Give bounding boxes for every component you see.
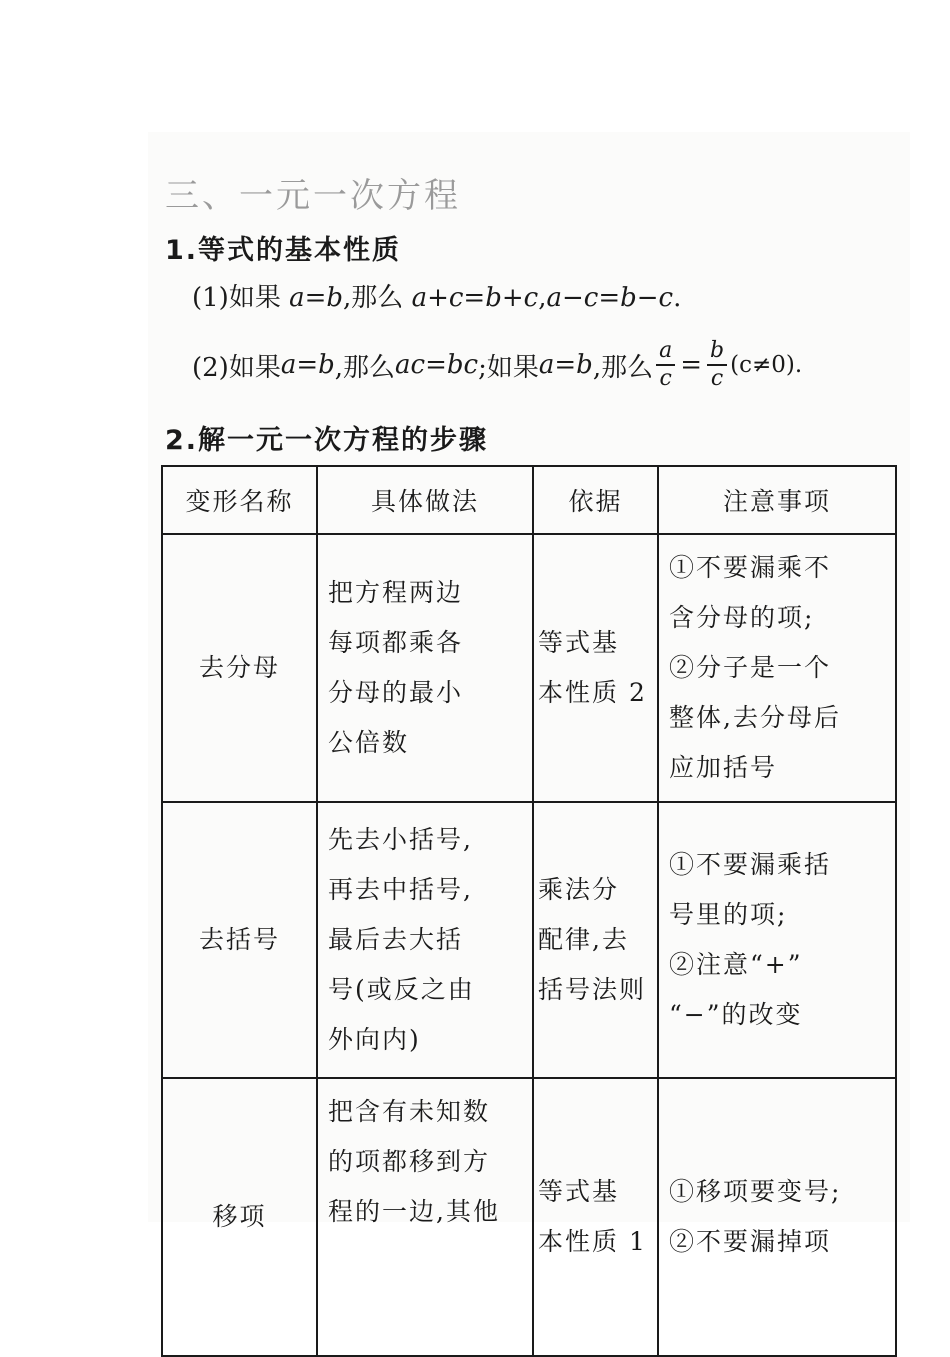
step-name: 去分母 <box>162 534 317 802</box>
table-header-row <box>162 466 896 534</box>
step-name: 移项 <box>162 1078 317 1356</box>
table-row <box>162 802 896 1078</box>
step-name: 去括号 <box>162 802 317 1078</box>
note-line: ②分子是一个 <box>669 653 832 682</box>
note-line: 含分母的项; <box>669 603 815 632</box>
method-line: 分母的最小 <box>328 678 464 707</box>
note-line: ①不要漏乘括 <box>669 850 832 879</box>
line1-condition: a=b <box>289 283 344 313</box>
step-notes <box>658 802 896 1078</box>
method-line: 把含有未知数 <box>328 1097 491 1126</box>
line1-comma: , <box>538 283 547 313</box>
line2-label: (2)如果 <box>192 352 281 383</box>
property-line-2 <box>192 333 802 397</box>
basis-line: 配律,去 <box>538 925 629 954</box>
property-line-1 <box>192 277 681 314</box>
step-notes <box>658 534 896 802</box>
note-line: “−”的改变 <box>669 1000 803 1029</box>
line1-label: (1)如果 <box>192 283 281 313</box>
note-line: ②不要漏掉项 <box>669 1227 832 1256</box>
line1-separator: ,那么 <box>343 283 404 313</box>
method-line: 把方程两边 <box>328 578 464 607</box>
note-line: ①不要漏乘不 <box>669 553 832 582</box>
note-line: ①移项要变号; <box>669 1177 842 1206</box>
note-line: 整体,去分母后 <box>669 703 841 732</box>
method-line: 最后去大括 <box>328 925 464 954</box>
basis-line: 等式基 <box>538 1177 620 1206</box>
table-row <box>162 534 896 802</box>
basis-line: 乘法分 <box>538 875 620 904</box>
method-line: 每项都乘各 <box>328 628 464 657</box>
steps-table <box>161 465 897 1357</box>
fraction-equals: = <box>680 350 702 380</box>
fraction1-denominator: c <box>659 366 672 391</box>
fraction2-numerator: b <box>707 338 727 366</box>
nonzero-condition: (c≠0). <box>730 352 803 378</box>
section-title: 三、一元一次方程 <box>165 176 461 216</box>
line2-separator-1: ,那么 <box>334 352 396 383</box>
step-notes <box>658 1078 896 1356</box>
fraction-b-over-c <box>707 338 727 392</box>
step-basis <box>533 534 658 802</box>
method-line: 程的一边,其他 <box>328 1197 500 1226</box>
line2-condition-2: a=b <box>538 350 593 380</box>
line2-equation-multiply: ac=bc <box>395 350 479 380</box>
heading-equation-properties: 1.等式的基本性质 <box>165 235 402 266</box>
header-notes: 注意事项 <box>658 466 896 534</box>
method-line: 公倍数 <box>328 728 410 757</box>
step-basis <box>533 802 658 1078</box>
basis-line: 括号法则 <box>538 975 647 1004</box>
fraction-a-over-c <box>656 338 675 392</box>
basis-line: 等式基 <box>538 628 620 657</box>
step-method <box>317 534 533 802</box>
note-line: 号里的项; <box>669 900 788 929</box>
method-line: 外向内) <box>328 1025 421 1054</box>
header-method: 具体做法 <box>317 466 533 534</box>
header-step-name: 变形名称 <box>162 466 317 534</box>
method-line: 先去小括号, <box>328 825 473 854</box>
method-line: 再去中括号, <box>328 875 473 904</box>
step-basis <box>533 1078 658 1356</box>
fraction2-denominator: c <box>710 366 724 391</box>
line2-separator-3: ,那么 <box>592 352 654 383</box>
basis-line: 本性质 1 <box>538 1227 647 1256</box>
line1-period: . <box>673 283 682 313</box>
line1-equation-subtract: a−c=b−c <box>546 283 674 313</box>
step-method <box>317 802 533 1078</box>
note-line: 应加括号 <box>669 753 778 782</box>
method-line: 号(或反之由 <box>328 975 475 1004</box>
step-method <box>317 1078 533 1356</box>
fraction1-numerator: a <box>656 338 675 366</box>
method-line: 的项都移到方 <box>328 1147 491 1176</box>
steps-table-container <box>160 465 896 1256</box>
table-row <box>162 1078 896 1356</box>
line2-separator-2: ;如果 <box>478 352 539 383</box>
line2-condition-1: a=b <box>280 350 335 380</box>
header-basis: 依据 <box>533 466 658 534</box>
heading-solving-steps: 2.解一元一次方程的步骤 <box>165 425 489 456</box>
line1-equation-add: a+c=b+c <box>411 283 539 313</box>
note-line: ②注意“+” <box>669 950 803 979</box>
basis-line: 本性质 2 <box>538 678 647 707</box>
